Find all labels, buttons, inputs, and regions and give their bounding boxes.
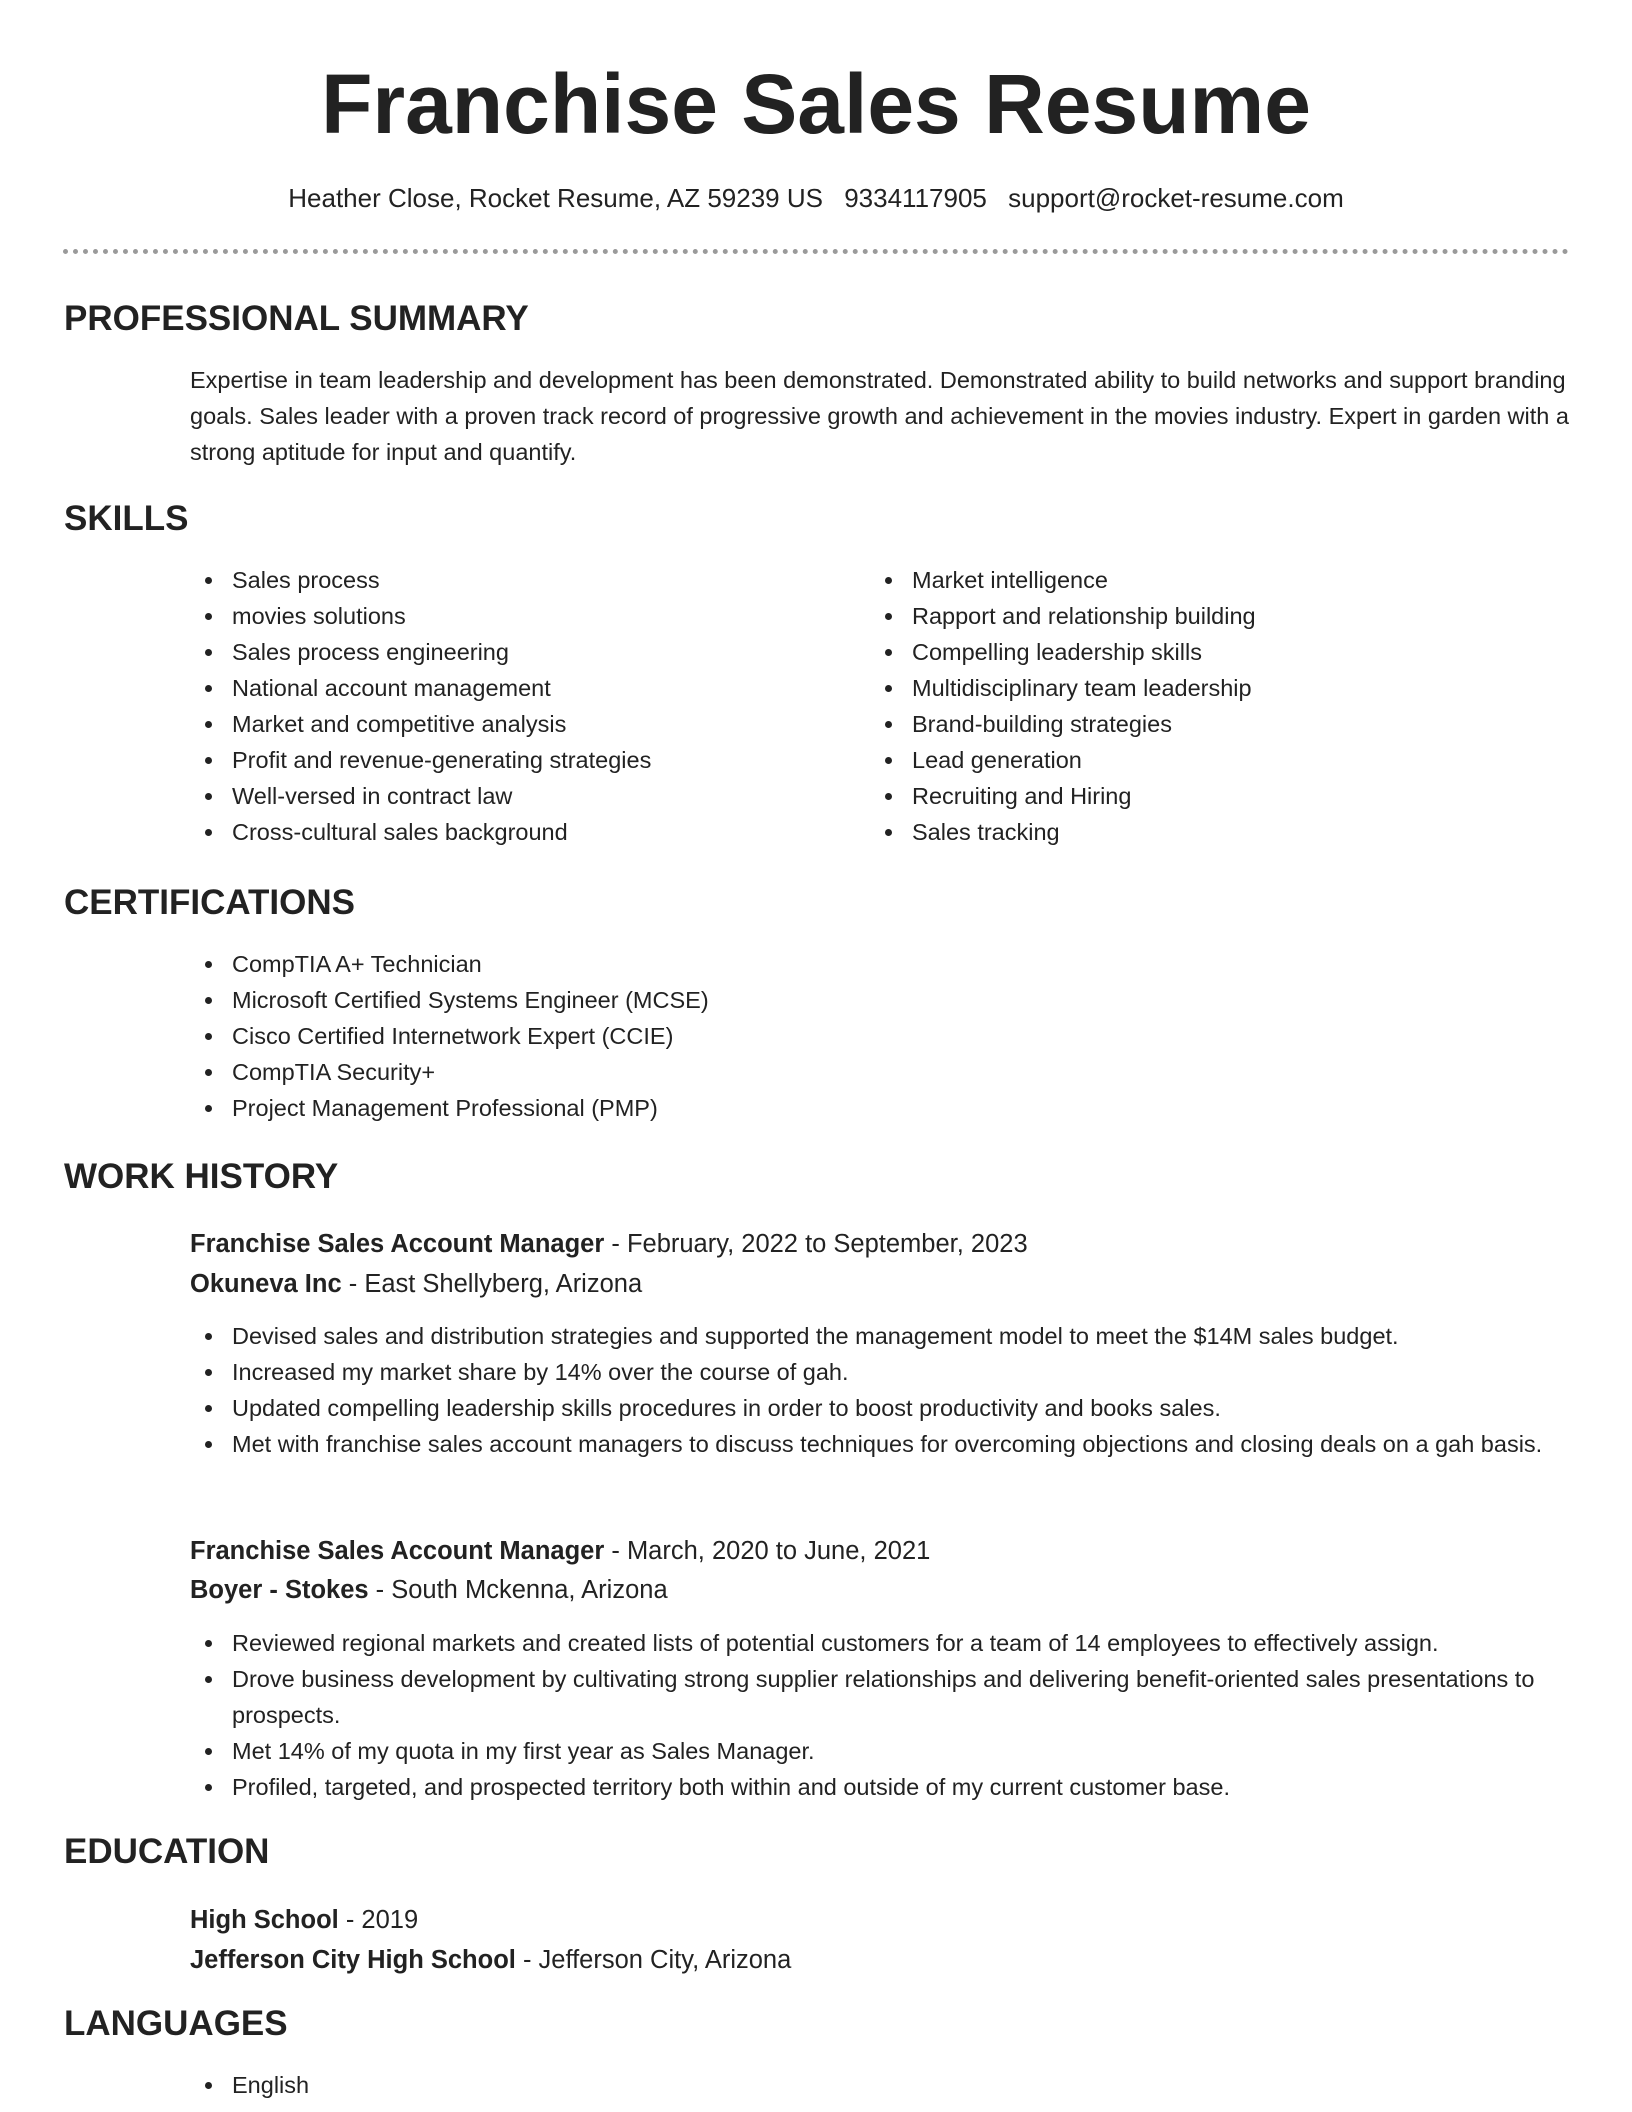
certification-item: CompTIA Security+ (232, 1054, 1532, 1090)
skill-item: Brand-building strategies (912, 706, 1552, 742)
skill-item: Profit and revenue-generating strategies (232, 742, 872, 778)
skill-item: Sales process engineering (232, 634, 872, 670)
skill-item: Compelling leadership skills (912, 634, 1552, 670)
skills-list-right (868, 562, 1552, 850)
job-bullet: Met with franchise sales account managers to discuss techniques for overcoming objections and closing deals on a gah basis. (232, 1426, 1614, 1462)
job-bullets (188, 1625, 1614, 1805)
job-company: Boyer - Stokes (190, 1576, 369, 1604)
certification-item: Project Management Professional (PMP) (232, 1090, 1532, 1126)
skill-item: Market intelligence (912, 562, 1552, 598)
skill-item: Well-versed in contract law (232, 778, 872, 814)
job-bullet: Updated compelling leadership skills procedures in order to boost productivity and books sales. (232, 1390, 1614, 1426)
job-title-line (190, 1532, 930, 1570)
education-heading: EDUCATION (64, 1832, 270, 1871)
skill-item: Multidisciplinary team leadership (912, 670, 1552, 706)
certification-item: Microsoft Certified Systems Engineer (MCSE) (232, 982, 1532, 1018)
skills-list-left (188, 562, 872, 850)
job-title-line (190, 1225, 1028, 1263)
contact-phone: 9334117905 (844, 183, 987, 213)
certification-item: CompTIA A+ Technician (232, 946, 1532, 982)
contact-email: support@rocket-resume.com (1008, 183, 1344, 213)
certification-item: Cisco Certified Internetwork Expert (CCIE) (232, 1018, 1532, 1054)
education-school-line (190, 1941, 791, 1979)
job-bullet: Drove business development by cultivating strong supplier relationships and delivering benefit-oriented sales presentations to prospects. (232, 1661, 1614, 1733)
job-role: Franchise Sales Account Manager (190, 1537, 605, 1565)
summary-heading: PROFESSIONAL SUMMARY (64, 299, 529, 338)
skill-item: Lead generation (912, 742, 1552, 778)
education-year: - 2019 (338, 1906, 419, 1934)
job-dates: - February, 2022 to September, 2023 (604, 1230, 1028, 1258)
job-location: - South Mckenna, Arizona (368, 1576, 668, 1604)
job-location: - East Shellyberg, Arizona (341, 1270, 643, 1298)
job-company-line (190, 1265, 642, 1303)
job-company-line (190, 1571, 668, 1609)
skill-item: Recruiting and Hiring (912, 778, 1552, 814)
contact-address: Heather Close, Rocket Resume, AZ 59239 US (288, 183, 823, 213)
header-divider (63, 249, 1569, 254)
certifications-list (188, 946, 1532, 1126)
skill-item: Market and competitive analysis (232, 706, 872, 742)
job-bullet: Reviewed regional markets and created lists of potential customers for a team of 14 employees to effectively assign. (232, 1625, 1614, 1661)
job-bullets (188, 1318, 1614, 1462)
job-bullet: Profiled, targeted, and prospected territory both within and outside of my current customer base. (232, 1769, 1614, 1805)
skill-item: Sales process (232, 562, 872, 598)
resume-title: Franchise Sales Resume (321, 57, 1311, 151)
languages-heading: LANGUAGES (64, 2004, 288, 2043)
skill-item: Cross-cultural sales background (232, 814, 872, 850)
education-degree-line (190, 1901, 418, 1939)
skill-item: Sales tracking (912, 814, 1552, 850)
skill-item: movies solutions (232, 598, 872, 634)
summary-text: Expertise in team leadership and development has been demonstrated. Demonstrated ability to build networks and support branding goals. Sales leader with a proven track record of progressive growth and achievement in the movies industry. Expert in garden with a strong aptitude for input and quantify. (190, 367, 1569, 465)
languages-list (188, 2067, 832, 2103)
contact-line (0, 180, 1632, 216)
education-school: Jefferson City High School (190, 1946, 516, 1974)
work-history-heading: WORK HISTORY (64, 1157, 339, 1196)
certifications-heading: CERTIFICATIONS (64, 883, 356, 922)
language-item: English (232, 2067, 832, 2103)
skills-heading: SKILLS (64, 499, 189, 538)
education-location: - Jefferson City, Arizona (515, 1946, 792, 1974)
education-degree: High School (190, 1906, 339, 1934)
job-role: Franchise Sales Account Manager (190, 1230, 605, 1258)
skill-item: Rapport and relationship building (912, 598, 1552, 634)
job-company: Okuneva Inc (190, 1270, 342, 1298)
job-bullet: Increased my market share by 14% over the course of gah. (232, 1354, 1614, 1390)
job-bullet: Met 14% of my quota in my first year as Sales Manager. (232, 1733, 1614, 1769)
job-bullet: Devised sales and distribution strategies and supported the management model to meet the $14M sales budget. (232, 1318, 1614, 1354)
skill-item: National account management (232, 670, 872, 706)
job-dates: - March, 2020 to June, 2021 (604, 1537, 931, 1565)
